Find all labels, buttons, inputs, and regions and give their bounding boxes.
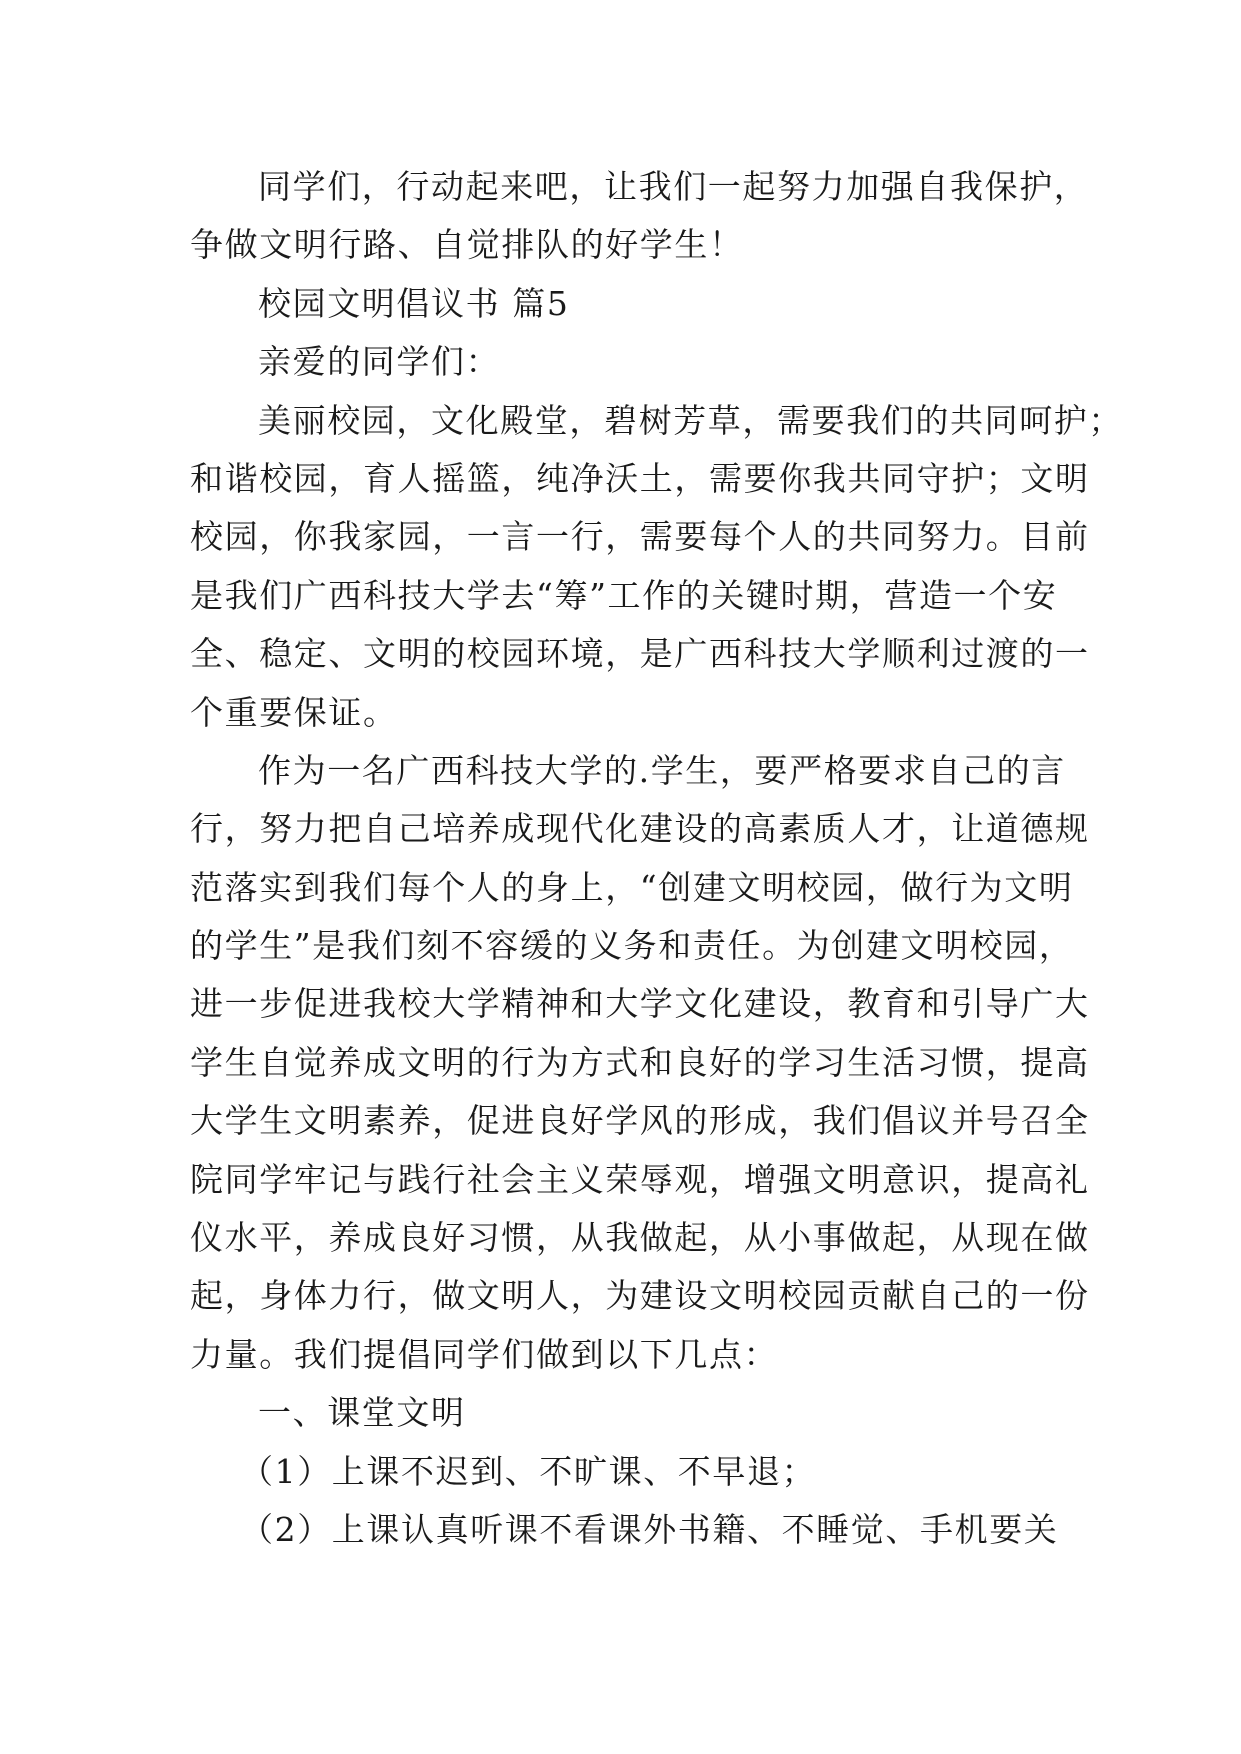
text-line: 和谐校园，育人摇篮，纯净沃土，需要你我共同守护；文明 xyxy=(190,458,1090,498)
text-line: 进一步促进我校大学精神和大学文化建设，教育和引导广大 xyxy=(190,984,1090,1024)
text-line: 校园，你我家园，一言一行，需要每个人的共同努力。目前 xyxy=(190,517,1090,557)
text-line: 全、稳定、文明的校园环境，是广西科技大学顺利过渡的一 xyxy=(190,634,1090,674)
text-line: 争做文明行路、自觉排队的好学生！ xyxy=(190,225,744,265)
text-line: 力量。我们提倡同学们做到以下几点： xyxy=(190,1334,779,1374)
list-item: （1）上课不迟到、不旷课、不早退； xyxy=(240,1451,817,1491)
text-line: 是我们广西科技大学去“筹”工作的关键时期，营造一个安 xyxy=(190,575,1058,615)
list-item: （2）上课认真听课不看课外书籍、不睡觉、手机要关 xyxy=(240,1509,1059,1549)
text-line: 个重要保证。 xyxy=(190,692,398,732)
text-line: 起，身体力行，做文明人，为建设文明校园贡献自己的一份 xyxy=(190,1276,1090,1316)
document-body xyxy=(190,158,1123,1559)
list-heading: 一、课堂文明 xyxy=(258,1393,466,1433)
text-line: 院同学牢记与践行社会主义荣辱观，增强文明意识，提高礼 xyxy=(190,1159,1090,1199)
text-line: 的学生”是我们刻不容缓的义务和责任。为创建文明校园， xyxy=(190,926,1074,966)
text-line: 范落实到我们每个人的身上，“创建文明校园，做行为文明 xyxy=(190,867,1074,907)
section-heading: 校园文明倡议书 篇5 xyxy=(258,283,570,323)
salutation: 亲爱的同学们： xyxy=(258,342,501,382)
text-line: 同学们，行动起来吧，让我们一起努力加强自我保护， xyxy=(258,167,1089,206)
text-line: 仪水平，养成良好习惯，从我做起，从小事做起，从现在做 xyxy=(190,1218,1090,1258)
text-line: 作为一名广西科技大学的.学生，要严格要求自己的言 xyxy=(258,750,1066,790)
text-line: 美丽校园，文化殿堂，碧树芳草，需要我们的共同呵护； xyxy=(258,400,1123,440)
text-line: 学生自觉养成文明的行为方式和良好的学习生活习惯，提高 xyxy=(190,1042,1090,1082)
text-line: 大学生文明素养，促进良好学风的形成，我们倡议并号召全 xyxy=(190,1101,1090,1141)
text-line: 行，努力把自己培养成现代化建设的高素质人才，让道德规 xyxy=(190,809,1090,849)
